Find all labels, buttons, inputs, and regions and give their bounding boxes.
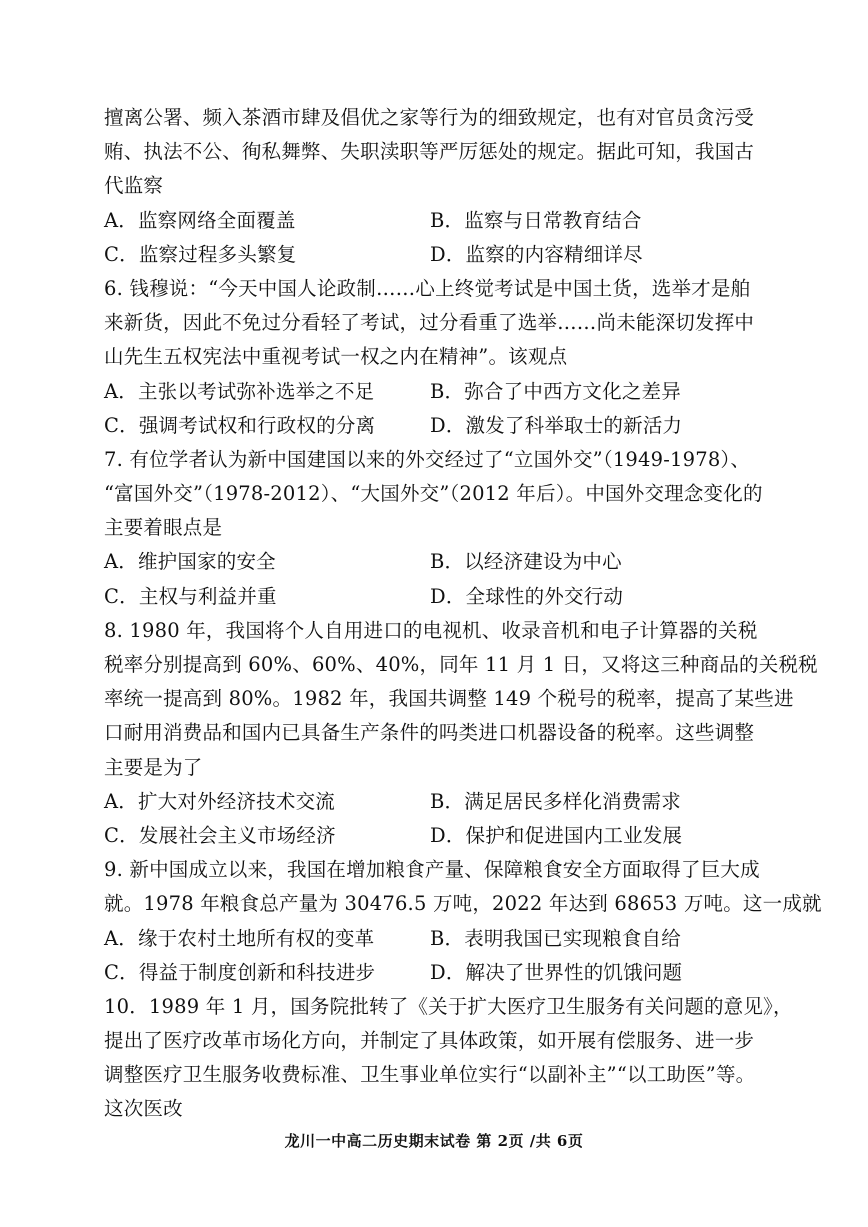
answer-options-row xyxy=(104,785,774,819)
answer-option: B．满足居民多样化消费需求 xyxy=(430,789,681,813)
answer-option: A．主张以考试弥补选举之不足 xyxy=(104,379,375,403)
answer-option: C．主权与利益并重 xyxy=(104,584,277,608)
answer-option: C．监察过程多头繁复 xyxy=(104,242,297,266)
answer-option: B．表明我国已实现粮食自给 xyxy=(430,926,681,950)
answer-option: A．扩大对外经济技术交流 xyxy=(104,789,335,813)
text-line: 主要是为了 xyxy=(104,755,203,779)
answer-options-row xyxy=(104,819,774,853)
page-footer: 龙川一中高二历史期末试卷 第 2页 /共 6页 xyxy=(284,1132,584,1150)
answer-option: B．以经济建设为中心 xyxy=(430,550,622,574)
answer-options-row xyxy=(104,545,774,579)
answer-option: A．监察网络全面覆盖 xyxy=(104,208,296,232)
answer-option: D．监察的内容精细详尽 xyxy=(430,242,643,266)
text-line: 7. 有位学者认为新中国建国以来的外交经过了“立国外交”（1949-1978）、 xyxy=(104,447,751,471)
answer-option: A．维护国家的安全 xyxy=(104,550,276,574)
answer-option: A．缘于农村土地所有权的变革 xyxy=(104,926,375,950)
text-line: 贿、执法不公、徇私舞弊、失职渎职等严厉惩处的规定。据此可知，我国古 xyxy=(104,140,755,164)
text-line: 主要着眼点是 xyxy=(104,516,223,540)
answer-options-row xyxy=(104,204,774,238)
text-line: 税率分别提高到 60%、60%、40%，同年 11 月 1 日，又将这三种商品的关税税 xyxy=(104,653,818,676)
answer-option: B．弥合了中西方文化之差异 xyxy=(430,379,681,403)
answer-options-row xyxy=(104,922,774,956)
text-line: 口耐用消费品和国内已具备生产条件的吗类进口机器设备的税率。这些调整 xyxy=(104,721,755,745)
answer-options-row xyxy=(104,409,774,443)
text-line: 山先生五权宪法中重视考试一权之内在精神”。该观点 xyxy=(104,345,568,369)
text-line: 率统一提高到 80%。1982 年，我国共调整 149 个税号的税率，提高了某些进 xyxy=(104,687,794,711)
answer-option: C．得益于制度创新和科技进步 xyxy=(104,960,376,984)
text-line: “富国外交”（1978-2012）、“大国外交”（2012 年后）。中国外交理念变化的 xyxy=(104,482,763,506)
answer-option: C．发展社会主义市场经济 xyxy=(104,823,336,847)
text-line: 就。1978 年粮食总产量为 30476.5 万吨，2022 年达到 68653 万吨。这一成就 xyxy=(104,892,822,916)
answer-option: C．强调考试权和行政权的分离 xyxy=(104,413,376,437)
answer-option: D．激发了科举取士的新活力 xyxy=(430,413,683,437)
text-line: 6. 钱穆说：“今天中国人论政制……心上终觉考试是中国土货，选举才是舶 xyxy=(104,276,751,300)
text-line: 擅离公署、频入茶酒市肆及倡优之家等行为的细致规定，也有对官员贪污受 xyxy=(104,106,755,129)
answer-option: D．全球性的外交行动 xyxy=(430,584,624,608)
text-line: 代监察 xyxy=(104,174,164,198)
text-line: 8. 1980 年，我国将个人自用进口的电视机、收录音机和电子计算器的关税 xyxy=(104,618,758,642)
question-content xyxy=(104,101,822,1127)
text-line: 提出了医疗改革市场化方向，并制定了具体政策，如开展有偿服务、进一步 xyxy=(104,1029,755,1053)
answer-options-row xyxy=(104,375,774,409)
answer-option: D．保护和促进国内工业发展 xyxy=(430,823,683,847)
answer-options-row xyxy=(104,956,774,990)
text-line: 调整医疗卫生服务收费标准、卫生事业单位实行“以副补主”“以工助医”等。 xyxy=(104,1063,756,1087)
answer-option: B．监察与日常教育结合 xyxy=(430,208,642,232)
text-line: 来新货，因此不免过分看轻了考试，过分看重了选举……尚未能深切发挥中 xyxy=(104,311,755,335)
answer-options-row xyxy=(104,580,774,614)
answer-options-row xyxy=(104,238,774,272)
answer-option: D．解决了世界性的饥饿问题 xyxy=(430,960,683,984)
text-line: 10．1989 年 1 月，国务院批转了《关于扩大医疗卫生服务有关问题的意见》， xyxy=(104,994,793,1018)
text-line: 这次医改 xyxy=(104,1097,183,1121)
text-line: 9. 新中国成立以来，我国在增加粮食产量、保障粮食安全方面取得了巨大成 xyxy=(104,858,760,882)
